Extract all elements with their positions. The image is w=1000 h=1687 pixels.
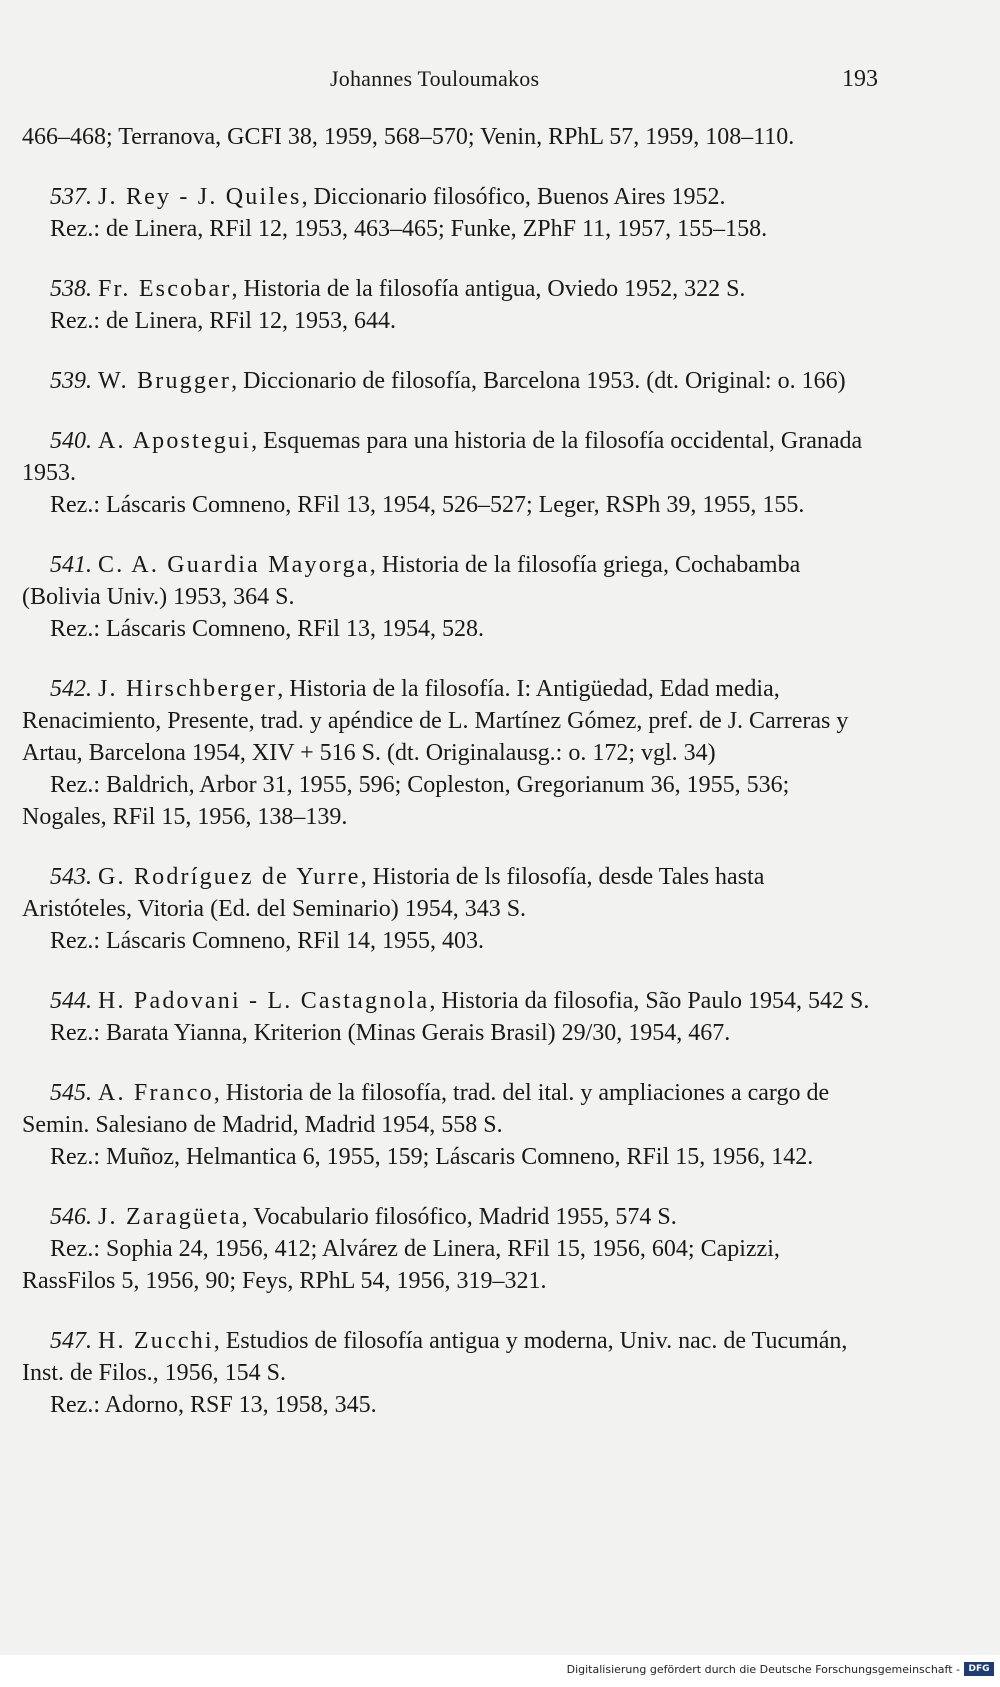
entry-review: Rez.: Barata Yianna, Kriterion (Minas Gerais Brasil) 29/30, 1954, 467.: [50, 1020, 731, 1046]
entry-number: 537.: [50, 184, 92, 210]
bibliography-entry: [22, 1201, 872, 1233]
entry-author: H. Zucchi: [98, 1328, 214, 1354]
bibliography-entry: [22, 549, 872, 613]
page-number: 193: [842, 66, 878, 92]
entry-author: A. Apostegui: [98, 428, 252, 454]
entry-review: Rez.: Adorno, RSF 13, 1958, 345.: [50, 1392, 377, 1418]
running-header: [0, 62, 1000, 96]
footer-bar: [0, 1655, 1000, 1687]
entry-number: 541.: [50, 552, 92, 578]
entry-author: C. A. Guardia Mayorga: [98, 552, 370, 578]
entry-title: , Vocabulario filosófico, Madrid 1955, 574 S.: [241, 1204, 677, 1230]
entry-title: , Historia de ls filosofía, desde Tales hasta Aristóteles, Vitoria (Ed. del Seminario) 1954, 343 S.: [22, 864, 765, 922]
bibliography-entry: [22, 1077, 872, 1141]
entry-number: 544.: [50, 988, 92, 1014]
entry-review: Rez.: Láscaris Comneno, RFil 14, 1955, 403.: [50, 928, 484, 954]
entry-author: W. Brugger: [98, 368, 232, 394]
bibliography-entries: [22, 181, 872, 1421]
entry-title: , Historia de la filosofía. I: Antigüedad, Edad media, Renacimiento, Presente, trad. y apéndice de L. Martínez Gómez, pref. de J. Carreras y Artau, Barcelona 1954, XIV + 516 S. (dt. Originalausg.: o. 172; vgl. 34): [22, 676, 849, 766]
bibliography-entry: [22, 673, 872, 769]
entry-number: 545.: [50, 1080, 92, 1106]
bibliography-body: [22, 121, 872, 1421]
entry-title: , Historia de la filosofía griega, Cochabamba (Bolivia Univ.) 1953, 364 S.: [22, 552, 801, 610]
dfg-logo: DFG: [964, 1662, 994, 1676]
bibliography-entry: [22, 1325, 872, 1389]
entry-review: Rez.: de Linera, RFil 12, 1953, 463–465; Funke, ZPhF 11, 1957, 155–158.: [50, 216, 768, 242]
footer-credit: Digitalisierung gefördert durch die Deutsche Forschungsgemeinschaft -: [566, 1663, 960, 1676]
bibliography-entry: [22, 985, 872, 1017]
entry-number: 540.: [50, 428, 92, 454]
bibliography-entry: [22, 425, 872, 489]
entry-number: 543.: [50, 864, 92, 890]
bibliography-entry: [22, 181, 872, 213]
entry-author: H. Padovani - L. Castagnola: [98, 988, 430, 1014]
entry-review: Rez.: Sophia 24, 1956, 412; Alvárez de Linera, RFil 15, 1956, 604; Capizzi, RassFilos 5, 1956, 90; Feys, RPhL 54, 1956, 319–321.: [22, 1236, 780, 1294]
entry-review: Rez.: Baldrich, Arbor 31, 1955, 596; Copleston, Gregorianum 36, 1955, 536; Nogales, RFil 15, 1956, 138–139.: [22, 772, 790, 830]
entry-title: , Diccionario de filosofía, Barcelona 1953. (dt. Original: o. 166): [231, 368, 846, 394]
entry-title: , Historia de la filosofía, trad. del ital. y ampliaciones a cargo de Semin. Salesiano de Madrid, Madrid 1954, 558 S.: [22, 1080, 830, 1138]
entry-number: 547.: [50, 1328, 92, 1354]
entry-title: , Esquemas para una historia de la filosofía occidental, Granada 1953.: [22, 428, 863, 486]
entry-title: , Estudios de filosofía antigua y moderna, Univ. nac. de Tucumán, Inst. de Filos., 1956, 154 S.: [22, 1328, 848, 1386]
entry-number: 539.: [50, 368, 92, 394]
continuation-text: 466–468; Terranova, GCFI 38, 1959, 568–570; Venin, RPhL 57, 1959, 108–110.: [22, 124, 795, 150]
entry-author: G. Rodríguez de Yurre: [98, 864, 361, 890]
bibliography-entry: [22, 365, 872, 397]
entry-author: A. Franco: [98, 1080, 214, 1106]
entry-review: Rez.: de Linera, RFil 12, 1953, 644.: [50, 308, 396, 334]
entry-author: Fr. Escobar: [98, 276, 232, 302]
entry-author: J. Zaragüeta: [98, 1204, 242, 1230]
entry-review: Rez.: Láscaris Comneno, RFil 13, 1954, 528.: [50, 616, 484, 642]
bibliography-entry: [22, 861, 872, 925]
entry-author: J. Rey - J. Quiles: [98, 184, 302, 210]
entry-number: 542.: [50, 676, 92, 702]
bibliography-entry: [22, 273, 872, 305]
running-header-title: Johannes Touloumakos: [330, 66, 540, 91]
entry-number: 538.: [50, 276, 92, 302]
entry-title: , Diccionario filosófico, Buenos Aires 1952.: [301, 184, 726, 210]
entry-title: , Historia de la filosofía antigua, Oviedo 1952, 322 S.: [231, 276, 746, 302]
entry-author: J. Hirschberger: [98, 676, 278, 702]
entry-number: 546.: [50, 1204, 92, 1230]
entry-review: Rez.: Muñoz, Helmantica 6, 1955, 159; Láscaris Comneno, RFil 15, 1956, 142.: [50, 1144, 814, 1170]
entry-review: Rez.: Láscaris Comneno, RFil 13, 1954, 526–527; Leger, RSPh 39, 1955, 155.: [50, 492, 805, 518]
entry-title: , Historia da filosofia, São Paulo 1954, 542 S.: [429, 988, 870, 1014]
